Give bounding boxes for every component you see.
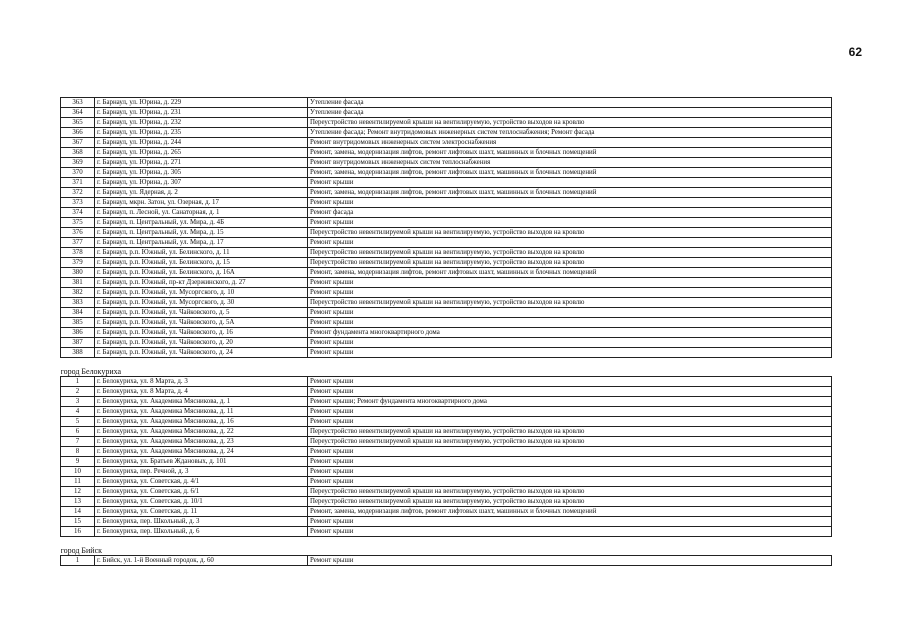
table-row xyxy=(61,108,832,118)
row-number-cell: 369 xyxy=(61,158,95,168)
address-cell: г. Белокуриха, ул. 8 Марта, д. 3 xyxy=(95,377,308,387)
work-type-cell: Ремонт крыши xyxy=(308,198,832,208)
row-number-cell: 8 xyxy=(61,447,95,457)
section-title: город Белокуриха xyxy=(60,367,122,376)
address-cell: г. Барнаул, ул. Юрина, д. 232 xyxy=(95,118,308,128)
address-cell: г. Белокуриха, ул. Братьев Ждановых, д. 101 xyxy=(95,457,308,467)
work-type-cell: Ремонт, замена, модернизация лифтов, ремонт лифтовых шахт, машинных и блочных помещений xyxy=(308,188,832,198)
row-number-cell: 387 xyxy=(61,338,95,348)
work-type-cell: Ремонт внутридомовых инженерных систем теплоснабжения xyxy=(308,158,832,168)
address-cell: г. Барнаул, р.п. Южный, ул. Белинского, д. 11 xyxy=(95,248,308,258)
address-cell: г. Белокуриха, пер. Школьный, д. 3 xyxy=(95,517,308,527)
row-number-cell: 374 xyxy=(61,208,95,218)
address-cell: г. Барнаул, п. Лесной, ул. Санаторная, д. 1 xyxy=(95,208,308,218)
table-row xyxy=(61,178,832,188)
row-number-cell: 3 xyxy=(61,397,95,407)
work-type-cell: Ремонт крыши xyxy=(308,477,832,487)
address-cell: г. Бийск, ул. 1-й Военный городок, д. 60 xyxy=(95,556,308,566)
address-cell: г. Барнаул, р.п. Южный, ул. Чайковского, д. 20 xyxy=(95,338,308,348)
work-type-cell: Переустройство невентилируемой крыши на вентилируемую, устройство выходов на кровлю xyxy=(308,248,832,258)
table-row xyxy=(61,328,832,338)
work-type-cell: Ремонт крыши xyxy=(308,527,832,537)
table-row xyxy=(61,268,832,278)
work-type-cell: Ремонт крыши xyxy=(308,238,832,248)
address-cell: г. Барнаул, ул. Юрина, д. 265 xyxy=(95,148,308,158)
work-type-cell: Переустройство невентилируемой крыши на вентилируемую, устройство выходов на кровлю xyxy=(308,487,832,497)
table-row xyxy=(61,507,832,517)
row-number-cell: 382 xyxy=(61,288,95,298)
row-number-cell: 16 xyxy=(61,527,95,537)
work-type-cell: Ремонт крыши xyxy=(308,318,832,328)
table-row xyxy=(61,278,832,288)
table-row xyxy=(61,168,832,178)
address-cell: г. Белокуриха, ул. Академика Мясникова, д. 22 xyxy=(95,427,308,437)
work-type-cell: Ремонт крыши xyxy=(308,178,832,188)
section-title: город Бийск xyxy=(60,546,103,555)
table-row xyxy=(61,138,832,148)
row-number-cell: 375 xyxy=(61,218,95,228)
work-type-cell: Ремонт, замена, модернизация лифтов, ремонт лифтовых шахт, машинных и блочных помещений xyxy=(308,268,832,278)
page-number: 62 xyxy=(848,45,862,59)
work-type-cell: Переустройство невентилируемой крыши на вентилируемую, устройство выходов на кровлю xyxy=(308,437,832,447)
work-type-cell: Ремонт крыши xyxy=(308,278,832,288)
address-cell: г. Белокуриха, ул. Академика Мясникова, д. 23 xyxy=(95,437,308,447)
address-cell: г. Барнаул, р.п. Южный, ул. Белинского, д. 15 xyxy=(95,258,308,268)
table-row xyxy=(61,208,832,218)
address-cell: г. Белокуриха, ул. Советская, д. 4/1 xyxy=(95,477,308,487)
work-type-cell: Ремонт крыши xyxy=(308,467,832,477)
table-row xyxy=(61,397,832,407)
table-body xyxy=(61,98,832,566)
table-row xyxy=(61,308,832,318)
table-row xyxy=(61,228,832,238)
table-row xyxy=(61,218,832,228)
table-row xyxy=(61,487,832,497)
work-type-cell: Утепление фасада; Ремонт внутридомовых инженерных систем теплоснабжения; Ремонт фасада xyxy=(308,128,832,138)
table-row xyxy=(61,556,832,566)
work-type-cell: Переустройство невентилируемой крыши на вентилируемую, устройство выходов на кровлю xyxy=(308,298,832,308)
table-row xyxy=(61,98,832,108)
row-number-cell: 381 xyxy=(61,278,95,288)
address-cell: г. Белокуриха, ул. Академика Мясникова, д. 11 xyxy=(95,407,308,417)
table-row xyxy=(61,158,832,168)
address-cell: г. Барнаул, ул. Юрина, д. 271 xyxy=(95,158,308,168)
table-row xyxy=(61,118,832,128)
work-type-cell: Ремонт, замена, модернизация лифтов, ремонт лифтовых шахт, машинных и блочных помещений xyxy=(308,507,832,517)
table-row xyxy=(61,298,832,308)
row-number-cell: 1 xyxy=(61,377,95,387)
address-cell: г. Белокуриха, пер. Речной, д. 3 xyxy=(95,467,308,477)
row-number-cell: 1 xyxy=(61,556,95,566)
repair-schedule-table xyxy=(60,97,832,566)
address-cell: г. Барнаул, ул. Ядерная, д. 2 xyxy=(95,188,308,198)
address-cell: г. Белокуриха, ул. Советская, д. 11 xyxy=(95,507,308,517)
address-cell: г. Белокуриха, ул. Советская, д. 10/1 xyxy=(95,497,308,507)
work-type-cell: Ремонт фасада xyxy=(308,208,832,218)
table-row xyxy=(61,517,832,527)
address-cell: г. Барнаул, р.п. Южный, ул. Белинского, д. 16А xyxy=(95,268,308,278)
address-cell: г. Барнаул, р.п. Южный, ул. Чайковского, д. 16 xyxy=(95,328,308,338)
table-row xyxy=(61,437,832,447)
work-type-cell: Ремонт крыши xyxy=(308,417,832,427)
row-number-cell: 380 xyxy=(61,268,95,278)
work-type-cell: Ремонт крыши xyxy=(308,447,832,457)
table-row xyxy=(61,148,832,158)
row-number-cell: 386 xyxy=(61,328,95,338)
work-type-cell: Переустройство невентилируемой крыши на вентилируемую, устройство выходов на кровлю xyxy=(308,427,832,437)
table-row xyxy=(61,188,832,198)
address-cell: г. Белокуриха, ул. 8 Марта, д. 4 xyxy=(95,387,308,397)
row-number-cell: 11 xyxy=(61,477,95,487)
work-type-cell: Переустройство невентилируемой крыши на вентилируемую, устройство выходов на кровлю xyxy=(308,228,832,238)
row-number-cell: 373 xyxy=(61,198,95,208)
work-type-cell: Ремонт внутридомовых инженерных систем электроснабжения xyxy=(308,138,832,148)
table-row xyxy=(61,288,832,298)
table-row xyxy=(61,417,832,427)
table-row xyxy=(61,377,832,387)
table-row xyxy=(61,407,832,417)
table-row xyxy=(61,128,832,138)
address-cell: г. Белокуриха, ул. Академика Мясникова, д. 16 xyxy=(95,417,308,427)
work-type-cell: Ремонт крыши xyxy=(308,457,832,467)
work-type-cell: Ремонт крыши xyxy=(308,218,832,228)
table-row xyxy=(61,198,832,208)
table-row xyxy=(61,447,832,457)
table-row xyxy=(61,497,832,507)
address-cell: г. Барнаул, р.п. Южный, ул. Чайковского, д. 5А xyxy=(95,318,308,328)
address-cell: г. Барнаул, р.п. Южный, ул. Мусоргского, д. 30 xyxy=(95,298,308,308)
row-number-cell: 388 xyxy=(61,348,95,358)
work-type-cell: Ремонт крыши; Ремонт фундамента многоквартирного дома xyxy=(308,397,832,407)
work-type-cell: Ремонт крыши xyxy=(308,288,832,298)
row-number-cell: 383 xyxy=(61,298,95,308)
row-number-cell: 379 xyxy=(61,258,95,268)
row-number-cell: 384 xyxy=(61,308,95,318)
row-number-cell: 366 xyxy=(61,128,95,138)
address-cell: г. Барнаул, ул. Юрина, д. 229 xyxy=(95,98,308,108)
work-type-cell: Ремонт, замена, модернизация лифтов, ремонт лифтовых шахт, машинных и блочных помещений xyxy=(308,168,832,178)
row-number-cell: 14 xyxy=(61,507,95,517)
table-row xyxy=(61,527,832,537)
address-cell: г. Барнаул, п. Центральный, ул. Мира, д. 15 xyxy=(95,228,308,238)
address-cell: г. Барнаул, р.п. Южный, пр-кт Дзержинского, д. 27 xyxy=(95,278,308,288)
row-number-cell: 365 xyxy=(61,118,95,128)
section-heading-row xyxy=(61,537,832,556)
address-cell: г. Барнаул, ул. Юрина, д. 244 xyxy=(95,138,308,148)
row-number-cell: 377 xyxy=(61,238,95,248)
row-number-cell: 378 xyxy=(61,248,95,258)
table-row xyxy=(61,477,832,487)
work-type-cell: Утепление фасада xyxy=(308,98,832,108)
row-number-cell: 371 xyxy=(61,178,95,188)
address-cell: г. Барнаул, р.п. Южный, ул. Чайковского, д. 24 xyxy=(95,348,308,358)
address-cell: г. Белокуриха, ул. Академика Мясникова, д. 1 xyxy=(95,397,308,407)
work-type-cell: Ремонт крыши xyxy=(308,377,832,387)
work-type-cell: Утепление фасада xyxy=(308,108,832,118)
row-number-cell: 10 xyxy=(61,467,95,477)
table-row xyxy=(61,338,832,348)
address-cell: г. Барнаул, ул. Юрина, д. 307 xyxy=(95,178,308,188)
row-number-cell: 15 xyxy=(61,517,95,527)
row-number-cell: 367 xyxy=(61,138,95,148)
address-cell: г. Барнаул, п. Центральный, ул. Мира, д. 17 xyxy=(95,238,308,248)
row-number-cell: 6 xyxy=(61,427,95,437)
address-cell: г. Белокуриха, ул. Советская, д. 6/1 xyxy=(95,487,308,497)
work-type-cell: Ремонт крыши xyxy=(308,407,832,417)
row-number-cell: 385 xyxy=(61,318,95,328)
address-cell: г. Белокуриха, пер. Школьный, д. 6 xyxy=(95,527,308,537)
work-type-cell: Ремонт крыши xyxy=(308,338,832,348)
table-row xyxy=(61,248,832,258)
row-number-cell: 13 xyxy=(61,497,95,507)
table-row xyxy=(61,457,832,467)
section-heading-row xyxy=(61,358,832,377)
work-type-cell: Переустройство невентилируемой крыши на вентилируемую, устройство выходов на кровлю xyxy=(308,497,832,507)
row-number-cell: 5 xyxy=(61,417,95,427)
table-row xyxy=(61,467,832,477)
row-number-cell: 2 xyxy=(61,387,95,397)
table-row xyxy=(61,387,832,397)
row-number-cell: 4 xyxy=(61,407,95,417)
address-cell: г. Барнаул, ул. Юрина, д. 231 xyxy=(95,108,308,118)
work-type-cell: Переустройство невентилируемой крыши на вентилируемую, устройство выходов на кровлю xyxy=(308,118,832,128)
work-type-cell: Ремонт крыши xyxy=(308,517,832,527)
row-number-cell: 370 xyxy=(61,168,95,178)
row-number-cell: 7 xyxy=(61,437,95,447)
work-type-cell: Ремонт фундамента многоквартирного дома xyxy=(308,328,832,338)
work-type-cell: Ремонт крыши xyxy=(308,308,832,318)
table-row xyxy=(61,258,832,268)
work-type-cell: Ремонт крыши xyxy=(308,556,832,566)
address-cell: г. Барнаул, п. Центральный, ул. Мира, д. 4Б xyxy=(95,218,308,228)
row-number-cell: 12 xyxy=(61,487,95,497)
row-number-cell: 363 xyxy=(61,98,95,108)
work-type-cell: Ремонт крыши xyxy=(308,348,832,358)
address-cell: г. Барнаул, ул. Юрина, д. 235 xyxy=(95,128,308,138)
work-type-cell: Ремонт, замена, модернизация лифтов, ремонт лифтовых шахт, машинных и блочных помещений xyxy=(308,148,832,158)
address-cell: г. Барнаул, р.п. Южный, ул. Чайковского, д. 5 xyxy=(95,308,308,318)
row-number-cell: 9 xyxy=(61,457,95,467)
address-cell: г. Барнаул, р.п. Южный, ул. Мусоргского, д. 10 xyxy=(95,288,308,298)
row-number-cell: 368 xyxy=(61,148,95,158)
work-type-cell: Переустройство невентилируемой крыши на вентилируемую, устройство выходов на кровлю xyxy=(308,258,832,268)
address-cell: г. Барнаул, ул. Юрина, д. 305 xyxy=(95,168,308,178)
table-row xyxy=(61,318,832,328)
table-row xyxy=(61,427,832,437)
row-number-cell: 364 xyxy=(61,108,95,118)
address-cell: г. Барнаул, мкрн. Затон, ул. Озерная, д. 17 xyxy=(95,198,308,208)
table-row xyxy=(61,348,832,358)
work-type-cell: Ремонт крыши xyxy=(308,387,832,397)
table-row xyxy=(61,238,832,248)
row-number-cell: 376 xyxy=(61,228,95,238)
row-number-cell: 372 xyxy=(61,188,95,198)
address-cell: г. Белокуриха, ул. Академика Мясникова, д. 24 xyxy=(95,447,308,457)
